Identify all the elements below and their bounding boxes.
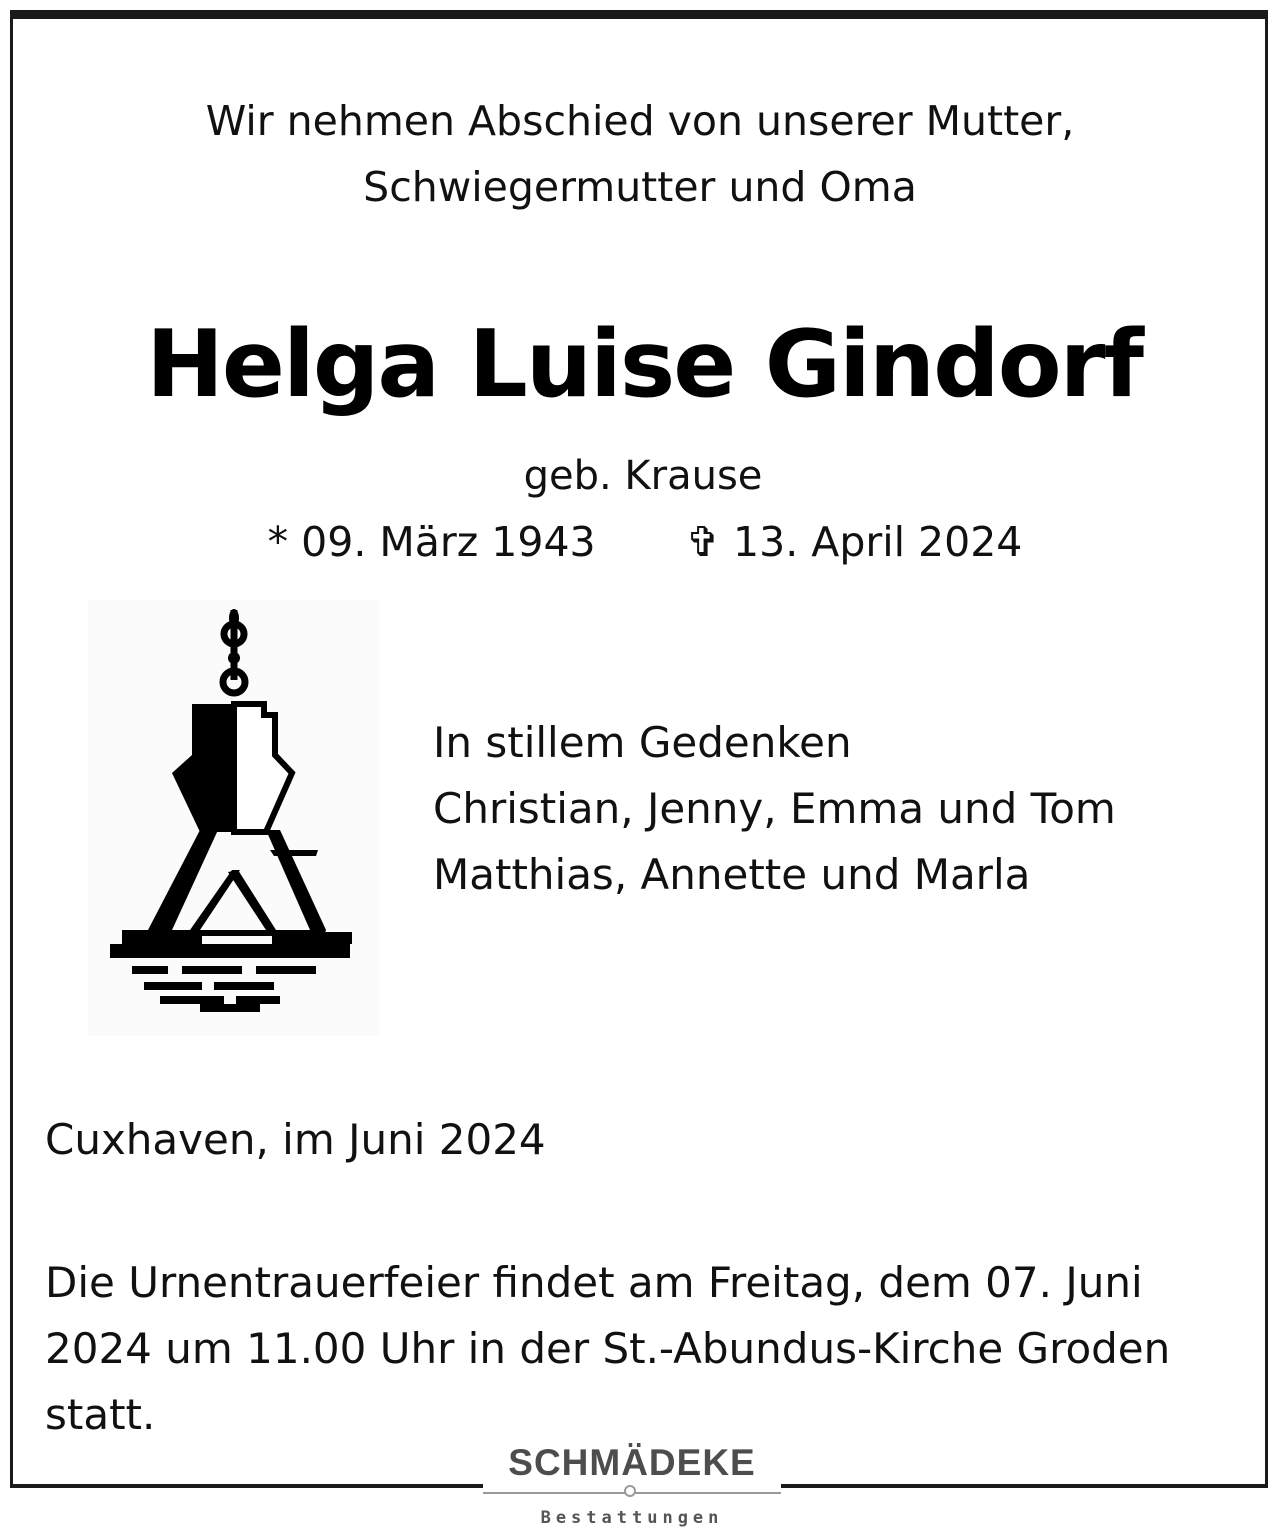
funeral-home-subtitle: Bestattungen: [540, 1508, 724, 1528]
birth-date: * 09. März 1943: [267, 518, 596, 566]
intro-line-1: Wir nehmen Abschied von unserer Mutter,: [205, 97, 1075, 145]
service-line-1: Die Urnentrauerfeier findet am Freitag, dem 07. Juni: [45, 1258, 1143, 1307]
mourners-line-3: Matthias, Annette und Marla: [433, 850, 1031, 899]
funeral-home-logo: [483, 1428, 781, 1540]
life-dates: [0, 512, 1280, 572]
service-info: [45, 1250, 1245, 1448]
place-date: Cuxhaven, im Juni 2024: [45, 1115, 546, 1164]
service-line-3: statt.: [45, 1390, 156, 1439]
funeral-home-name: SCHMÄDEKE: [508, 1442, 756, 1483]
maiden-name: geb. Krause: [523, 453, 763, 499]
kugelbake-icon: [88, 600, 380, 1036]
mourners-line-2: Christian, Jenny, Emma und Tom: [433, 784, 1116, 833]
mourners-line-1: In stillem Gedenken: [433, 718, 852, 767]
funeral-home-ornament-icon: [624, 1485, 636, 1497]
death-date: 13. April 2024: [733, 518, 1023, 566]
mourners-block: [433, 710, 1116, 908]
cross-icon: ✞: [685, 518, 720, 566]
intro-line-2: Schwiegermutter und Oma: [363, 163, 917, 211]
deceased-name: Helga Luise Gindorf: [146, 310, 1142, 418]
service-line-2: 2024 um 11.00 Uhr in der St.-Abundus-Kirche Groden: [45, 1324, 1171, 1373]
